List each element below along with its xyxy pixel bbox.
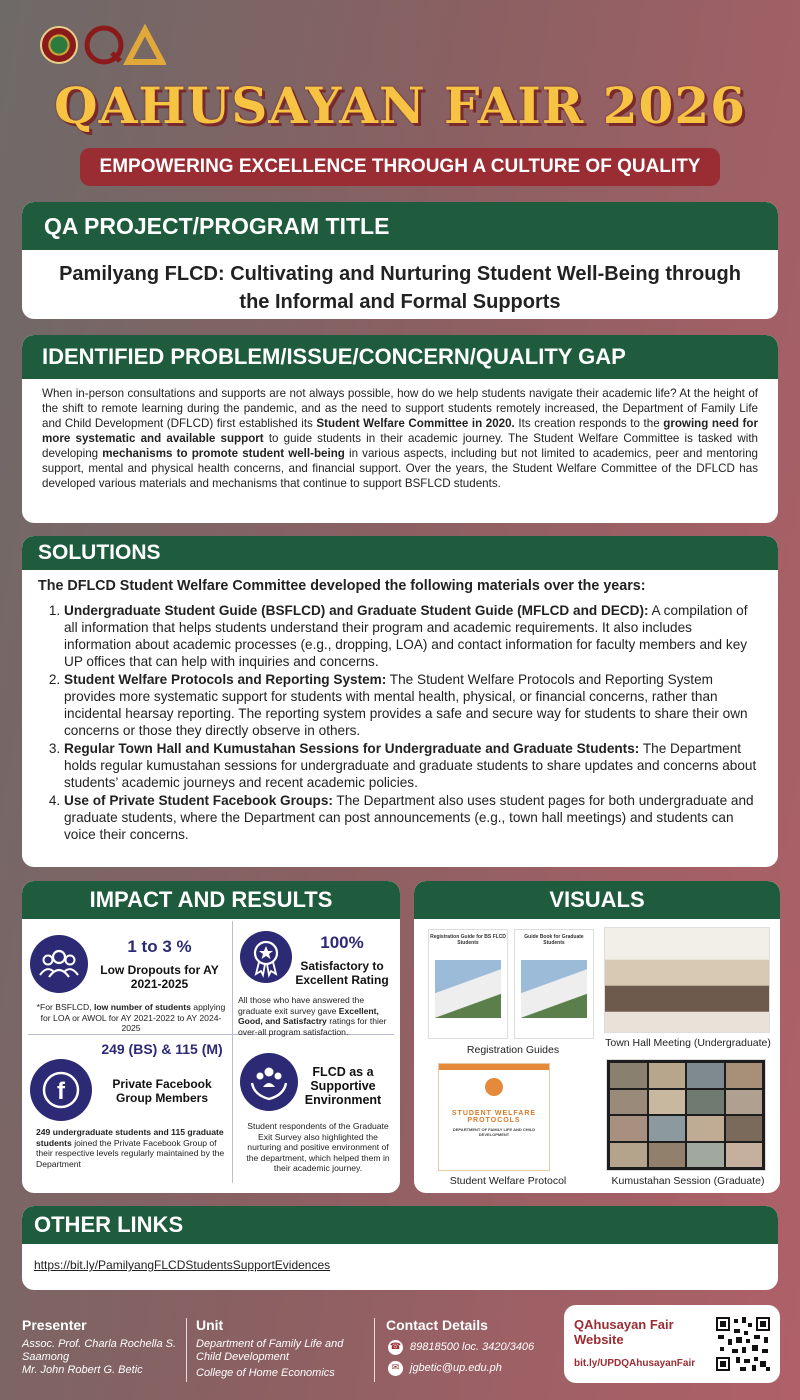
registration-guide-bs-image: Registration Guide for BS FLCD Students xyxy=(428,929,508,1039)
presenter-label: Presenter xyxy=(22,1317,87,1333)
problem-text: When in-person consultations and supports are not always possible, how do we help students navigate their academic life? At the height of the shift to remote learning during the pandemic, and as the need to support students remotely increased, the Department of Family Life and Child Development (DFLCD) first established its Student Welfare Committee in 2020. Its creation responds to the growing need for more systematic and available support to guide students in their academic journey. The Student Welfare Committee is tasked with developing mechanisms to promote student well-being in various aspects, including but not limited to academics, peer and mentoring support, mental and physical health concerns, and financial support. Over the years, the Student Welfare Committee of the DFLCD has developed various materials and mechanisms that continue to support BSFLCD students. xyxy=(42,387,759,490)
presenter-1: Assoc. Prof. Charla Rochella S. Saamong xyxy=(22,1338,177,1363)
unit-department: Department of Family Life and Child Development xyxy=(196,1338,344,1363)
qr-code-icon[interactable] xyxy=(714,1315,772,1373)
solution-item: 3. Regular Town Hall and Kumustahan Sessions for Undergraduate and Graduate Students: The Department holds regular kumustahan sessions for undergraduate and graduate students to share updates and concerns about students’ academic journeys and recent academic policies. xyxy=(64,740,762,791)
satisfaction-note: All those who have answered the graduate exit survey gave Excellent, Good, and Satisfactry ratings for thier over-all program satisfaction. xyxy=(238,995,387,1037)
fair-title: QAHUSAYAN FAIR 2026 xyxy=(54,76,746,135)
fair-tagline: EMPOWERING EXCELLENCE THROUGH A CULTURE OF QUALITY xyxy=(80,148,720,186)
unit-label: Unit xyxy=(196,1317,224,1333)
impact-divider-vertical xyxy=(232,921,233,1183)
facebook-members-note: 249 undergraduate students and 115 graduate students joined the Private Facebook Group of their respective levels regularly maintained by the Department xyxy=(36,1127,225,1169)
phone-icon: ☎ xyxy=(388,1340,403,1355)
project-heading: QA PROJECT/PROGRAM TITLE xyxy=(22,202,778,250)
facebook-members-value: 249 (BS) & 115 (M) xyxy=(101,1041,223,1057)
supportive-environment-label: FLCD as a Supportive Environment xyxy=(304,1065,382,1107)
satisfaction-value: 100% xyxy=(320,933,364,952)
contact-label: Contact Details xyxy=(386,1317,488,1333)
svg-text:f: f xyxy=(57,1078,65,1105)
solution-item: 4. Use of Private Student Facebook Groups: The Department also uses student pages for both undergraduate and graduate students, where the Department can post announcements (e.g., town hall meetings) and students can voice their concerns. xyxy=(64,792,762,843)
facebook-members-label: Private Facebook Group Members xyxy=(112,1077,212,1105)
qa-website-box xyxy=(564,1305,780,1383)
other-links-card xyxy=(22,1206,778,1290)
impact-card xyxy=(22,881,400,1193)
solutions-list xyxy=(22,598,778,843)
facebook-icon xyxy=(30,1059,92,1121)
dropout-value: 1 to 3 % xyxy=(127,937,192,956)
contact-phone: 89818500 loc. 3420/3406 xyxy=(410,1341,535,1353)
solution-item: 2. Student Welfare Protocols and Reporting System: The Student Welfare Protocols and Reporting System provides more systematic support for students with mental health, physical, or financial concerns, rather than incidental hearsay reporting. The reporting system provides a safe and secure way for students to share their own concerns or those they directly observe in others. xyxy=(64,671,762,739)
student-welfare-protocol-image: STUDENT WELFARE PROTOCOLS DEPARTMENT OF FAMILY LIFE AND CHILD DEVELOPMENT xyxy=(438,1063,550,1171)
supportive-environment-note: Student respondents of the Graduate Exit Survey also highlighted the nurturing and positive environment of the department, which helped them in their academic journey. xyxy=(246,1121,390,1173)
problem-heading: IDENTIFIED PROBLEM/ISSUE/CONCERN/QUALITY GAP xyxy=(22,335,778,379)
evidence-link[interactable]: https://bit.ly/PamilyangFLCDStudentsSupportEvidences xyxy=(34,1258,331,1272)
visuals-heading: VISUALS xyxy=(414,881,780,919)
registration-guide-grad-image: Guide Book for Graduate Students xyxy=(514,929,594,1039)
award-ribbon-icon xyxy=(240,931,292,983)
footer-divider xyxy=(186,1318,187,1382)
problem-card xyxy=(22,335,778,523)
satisfaction-label: Satisfactory to Excellent Rating xyxy=(295,959,389,987)
unit-college: College of Home Economics xyxy=(196,1367,335,1379)
email-icon: ✉ xyxy=(388,1361,403,1376)
dropout-note: *For BSFLCD, low number of students applying for LOA or AWOL for AY 2021-2022 to AY 2024-2025 xyxy=(36,1002,226,1033)
qa-logo-icon xyxy=(84,24,166,66)
contact-email[interactable]: jgbetic@up.edu.ph xyxy=(410,1362,502,1374)
visuals-card xyxy=(414,881,780,1193)
caption-kumustahan: Kumustahan Session (Graduate) xyxy=(611,1175,765,1187)
solutions-card xyxy=(22,536,778,867)
caption-town-hall: Town Hall Meeting (Undergraduate) xyxy=(605,1037,771,1049)
solutions-intro: The DFLCD Student Welfare Committee developed the following materials over the years: xyxy=(38,578,646,594)
presenter-2: Mr. John Robert G. Betic xyxy=(22,1364,143,1376)
project-title-card xyxy=(22,202,778,319)
solutions-heading: SOLUTIONS xyxy=(22,536,778,570)
footer-divider xyxy=(374,1318,375,1382)
project-title: Pamilyang FLCD: Cultivating and Nurturing Student Well-Being through the Informal and Formal Supports xyxy=(59,263,741,313)
kumustahan-session-photo xyxy=(606,1059,766,1171)
impact-heading: IMPACT AND RESULTS xyxy=(22,881,400,919)
solution-item: 1. Undergraduate Student Guide (BSFLCD) and Graduate Student Guide (MFLCD and DECD): A compilation of all information that helps students understand their program and academic requirements. It also includes information about academic processes (e.g., dropping, LOA) and contact information for faculty members and key UP offices that can help with inquiries and concerns. xyxy=(64,602,762,670)
students-group-icon xyxy=(30,935,88,993)
qa-website-link[interactable]: bit.ly/UPDQAhusayanFair xyxy=(574,1358,696,1369)
caption-registration-guides: Registration Guides xyxy=(466,1044,560,1056)
town-hall-meeting-photo xyxy=(604,927,770,1033)
qa-website-title: QAhusayan Fair Website xyxy=(574,1317,674,1347)
dropout-label: Low Dropouts for AY 2021-2025 xyxy=(100,963,219,991)
other-links-heading: OTHER LINKS xyxy=(22,1206,778,1244)
up-seal-icon xyxy=(40,26,78,64)
caption-student-welfare-protocol: Student Welfare Protocol xyxy=(449,1175,567,1187)
